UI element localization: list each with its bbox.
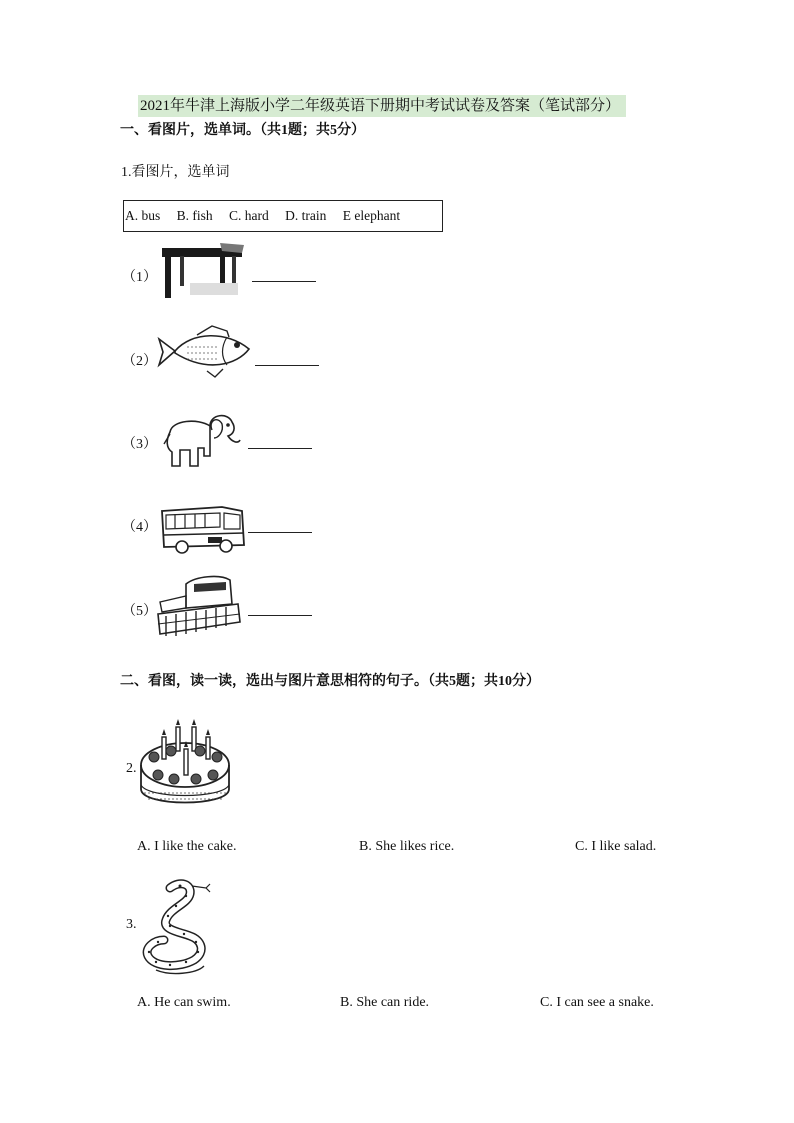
page-title: 2021年牛津上海版小学二年级英语下册期中考试试卷及答案（笔试部分）	[138, 95, 626, 117]
option-d: D. train	[285, 208, 327, 223]
item-5-number: （5）	[122, 604, 157, 619]
option-b: B. fish	[176, 208, 213, 223]
table-picture	[160, 243, 245, 300]
question-2-number: 2.	[126, 761, 137, 776]
q2-option-c: C. I like salad.	[575, 839, 657, 854]
q2-option-b: B. She likes rice.	[359, 839, 455, 854]
section2-heading: 二、看图，读一读，选出与图片意思相符的句子。（共5题；共10分）	[120, 674, 540, 689]
option-a: A. bus	[125, 208, 161, 223]
item-1-number: （1）	[122, 270, 157, 285]
option-c: C. hard	[229, 208, 269, 223]
word-options-box	[123, 200, 443, 232]
option-e: E elephant	[342, 208, 401, 223]
answer-blank-3[interactable]	[248, 448, 312, 449]
bus-picture	[160, 503, 245, 555]
q3-option-b: B. She can ride.	[340, 995, 430, 1010]
item-3-number: （3）	[122, 437, 157, 452]
question1-label: 1.看图片，选单词	[121, 165, 230, 180]
item-4-number: （4）	[122, 520, 157, 535]
q3-option-a: A. He can swim.	[137, 995, 231, 1010]
train-picture	[156, 574, 242, 638]
q2-option-a: A. I like the cake.	[137, 839, 237, 854]
elephant-picture	[158, 410, 243, 468]
cake-picture	[138, 715, 233, 817]
answer-blank-4[interactable]	[248, 532, 312, 533]
answer-blank-1[interactable]	[252, 281, 316, 282]
answer-blank-5[interactable]	[248, 615, 312, 616]
item-2-number: （2）	[122, 354, 157, 369]
question-3-number: 3.	[126, 917, 137, 932]
answer-blank-2[interactable]	[255, 365, 319, 366]
q3-option-c: C. I can see a snake.	[540, 995, 654, 1010]
snake-picture	[140, 878, 212, 976]
fish-picture	[157, 325, 253, 377]
section1-heading: 一、看图片，选单词。（共1题；共5分）	[120, 123, 365, 138]
